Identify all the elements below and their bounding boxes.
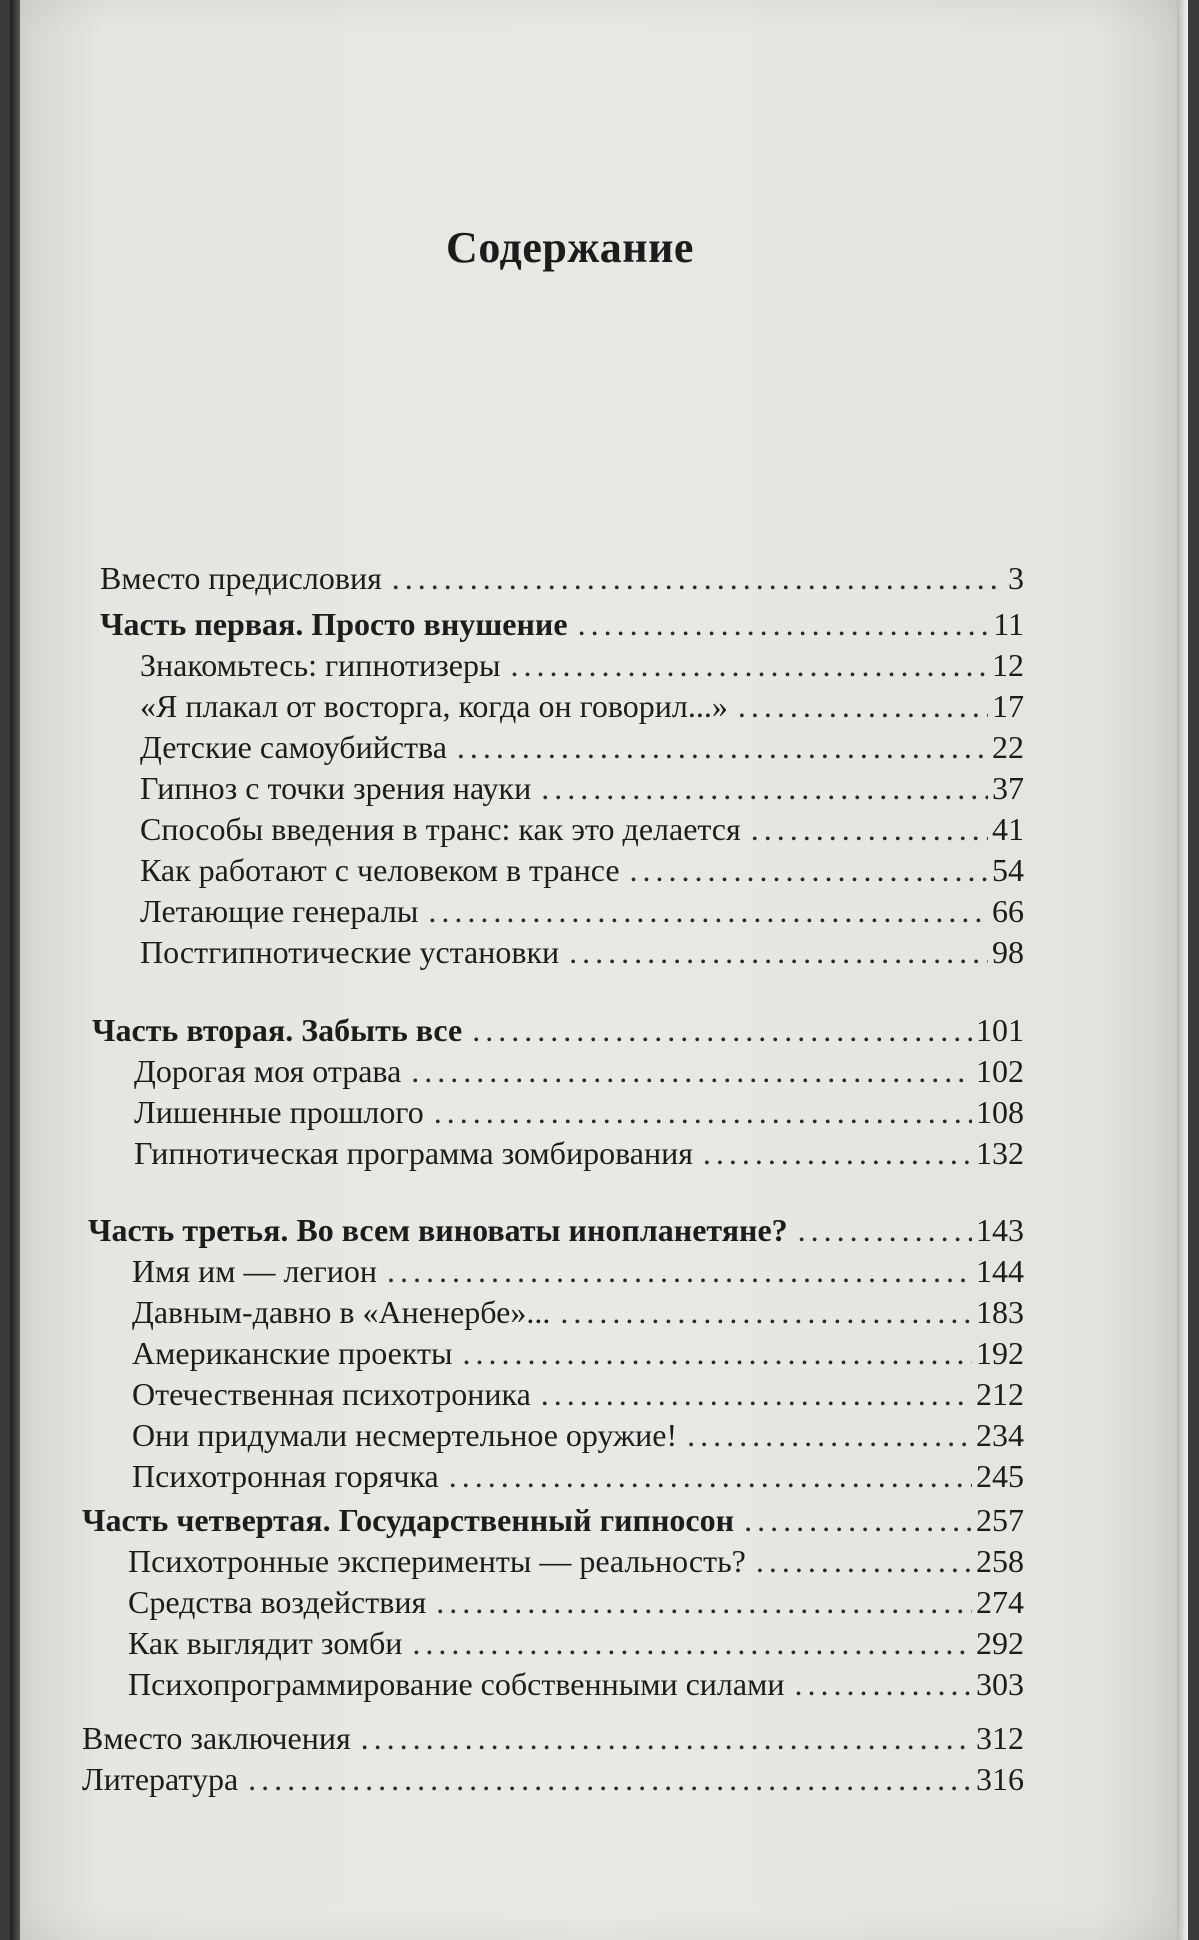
dot-leader <box>462 1333 972 1373</box>
toc-entry <box>128 1541 1024 1581</box>
toc-entry-label: Отечественная психотроника <box>132 1376 531 1412</box>
toc-entry <box>100 558 1024 598</box>
dot-leader <box>387 1251 972 1291</box>
toc-entry-label: Вместо предисловия <box>100 560 382 596</box>
toc-entry-label: Часть четвертая. Государственный гипносон <box>82 1502 735 1538</box>
toc-entry <box>140 891 1024 931</box>
toc-entry <box>132 1333 1024 1373</box>
toc-entry <box>140 727 1024 767</box>
dot-leader <box>744 1500 972 1540</box>
dot-leader <box>392 558 1004 598</box>
toc-entry-label: Психопрограммирование собственными силами <box>128 1666 785 1702</box>
dot-leader <box>569 932 988 972</box>
toc-entry-page: 212 <box>976 1376 1024 1412</box>
toc-entry-label: Постгипнотические установки <box>140 934 560 970</box>
toc-entry-label: Дорогая моя отрава <box>134 1053 402 1089</box>
toc-entry-label: Лишенные прошлого <box>134 1094 424 1130</box>
toc-entry-page: 102 <box>976 1053 1024 1089</box>
dot-leader <box>428 891 988 931</box>
toc-entry-label: Давным-давно в «Аненербе»... <box>132 1294 551 1330</box>
toc-entry-page: 257 <box>976 1502 1024 1538</box>
toc-entry-label: Психотронная горячка <box>132 1458 439 1494</box>
toc-entry <box>128 1664 1024 1704</box>
toc-entry-page: 274 <box>976 1584 1024 1620</box>
toc-part-heading <box>92 1010 1024 1050</box>
dot-leader <box>578 604 990 644</box>
dot-leader <box>738 686 988 726</box>
dot-leader <box>449 1456 972 1496</box>
dot-leader <box>412 1623 972 1663</box>
dot-leader <box>511 645 989 685</box>
toc-entry <box>132 1374 1024 1414</box>
toc-entry <box>132 1456 1024 1496</box>
dot-leader <box>457 727 988 767</box>
toc-entry-label: Американские проекты <box>132 1335 453 1371</box>
dot-leader <box>630 850 988 890</box>
toc-entry <box>132 1292 1024 1332</box>
dot-leader <box>541 768 988 808</box>
toc-entry <box>140 850 1024 890</box>
toc-entry-page: 108 <box>976 1094 1024 1130</box>
toc-entry <box>132 1251 1024 1291</box>
toc-entry-label: «Я плакал от восторга, когда он говорил...» <box>140 688 728 724</box>
dot-leader <box>248 1759 972 1799</box>
toc-part-heading <box>88 1210 1024 1250</box>
toc-entry-label: Вместо заключения <box>82 1720 351 1756</box>
toc-entry-page: 101 <box>976 1012 1024 1048</box>
dot-leader <box>436 1582 972 1622</box>
toc-entry-page: 41 <box>992 811 1024 847</box>
dot-leader <box>560 1292 972 1332</box>
toc-entry <box>134 1092 1024 1132</box>
toc-entry-label: Детские самоубийства <box>140 729 447 765</box>
toc-entry-page: 3 <box>1008 560 1024 596</box>
toc-part-heading <box>82 1500 1024 1540</box>
toc-entry <box>140 932 1024 972</box>
toc-entry-label: Гипноз с точки зрения науки <box>140 770 532 806</box>
toc-entry-label: Летающие генералы <box>140 893 419 929</box>
page-title: Содержание <box>446 223 694 272</box>
toc-entry-page: 245 <box>976 1458 1024 1494</box>
toc-entry-label: Они придумали несмертельное оружие! <box>132 1417 678 1453</box>
toc-entry <box>140 686 1024 726</box>
toc-entry-label: Психотронные эксперименты — реальность? <box>128 1543 746 1579</box>
toc-entry-page: 12 <box>992 647 1024 683</box>
toc-entry-page: 66 <box>992 893 1024 929</box>
toc-entry-page: 11 <box>993 606 1024 642</box>
toc-entry <box>140 768 1024 808</box>
toc-entry-label: Средства воздействия <box>128 1584 427 1620</box>
dot-leader <box>687 1415 972 1455</box>
toc-entry-page: 54 <box>992 852 1024 888</box>
toc-entry-page: 144 <box>976 1253 1024 1289</box>
dot-leader <box>756 1541 972 1581</box>
toc-entry-label: Гипнотическая программа зомбирования <box>134 1135 693 1171</box>
toc-part-heading <box>100 604 1024 644</box>
toc-entry-label: Как работают с человеком в трансе <box>140 852 620 888</box>
table-of-contents <box>10 0 1188 1940</box>
toc-entry-page: 37 <box>992 770 1024 806</box>
toc-entry-label: Знакомьтесь: гипнотизеры <box>140 647 501 683</box>
toc-entry-page: 17 <box>992 688 1024 724</box>
toc-entry-page: 292 <box>976 1625 1024 1661</box>
toc-entry-page: 98 <box>992 934 1024 970</box>
dot-leader <box>751 809 988 849</box>
toc-entry <box>132 1415 1024 1455</box>
toc-entry-page: 143 <box>976 1212 1024 1248</box>
toc-entry <box>134 1051 1024 1091</box>
toc-entry-label: Способы введения в транс: как это делается <box>140 811 741 847</box>
toc-entry <box>140 809 1024 849</box>
dot-leader <box>794 1664 972 1704</box>
toc-entry-page: 22 <box>992 729 1024 765</box>
toc-entry-page: 258 <box>976 1543 1024 1579</box>
dot-leader <box>434 1092 972 1132</box>
toc-entry-label: Как выглядит зомби <box>128 1625 403 1661</box>
toc-entry-label: Имя им — легион <box>132 1253 377 1289</box>
toc-entry <box>82 1718 1024 1758</box>
toc-entry-page: 132 <box>976 1135 1024 1171</box>
dot-leader <box>361 1718 972 1758</box>
toc-entry-page: 192 <box>976 1335 1024 1371</box>
toc-entry <box>128 1582 1024 1622</box>
toc-entry-label: Часть вторая. Забыть все <box>92 1012 463 1048</box>
toc-entry-page: 303 <box>976 1666 1024 1702</box>
toc-entry-label: Литература <box>82 1761 239 1797</box>
toc-entry <box>140 645 1024 685</box>
toc-entry-label: Часть первая. Просто внушение <box>100 606 568 642</box>
toc-entry-page: 312 <box>976 1720 1024 1756</box>
dot-leader <box>411 1051 972 1091</box>
dot-leader <box>703 1133 972 1173</box>
dot-leader <box>472 1010 972 1050</box>
toc-entry <box>128 1623 1024 1663</box>
toc-entry-label: Часть третья. Во всем виноваты инопланетяне? <box>88 1212 788 1248</box>
book-page <box>10 0 1188 1940</box>
dot-leader <box>798 1210 972 1250</box>
toc-entry-page: 183 <box>976 1294 1024 1330</box>
toc-entry-page: 316 <box>976 1761 1024 1797</box>
dot-leader <box>541 1374 972 1414</box>
toc-entry-page: 234 <box>976 1417 1024 1453</box>
toc-entry <box>134 1133 1024 1173</box>
toc-entry <box>82 1759 1024 1799</box>
